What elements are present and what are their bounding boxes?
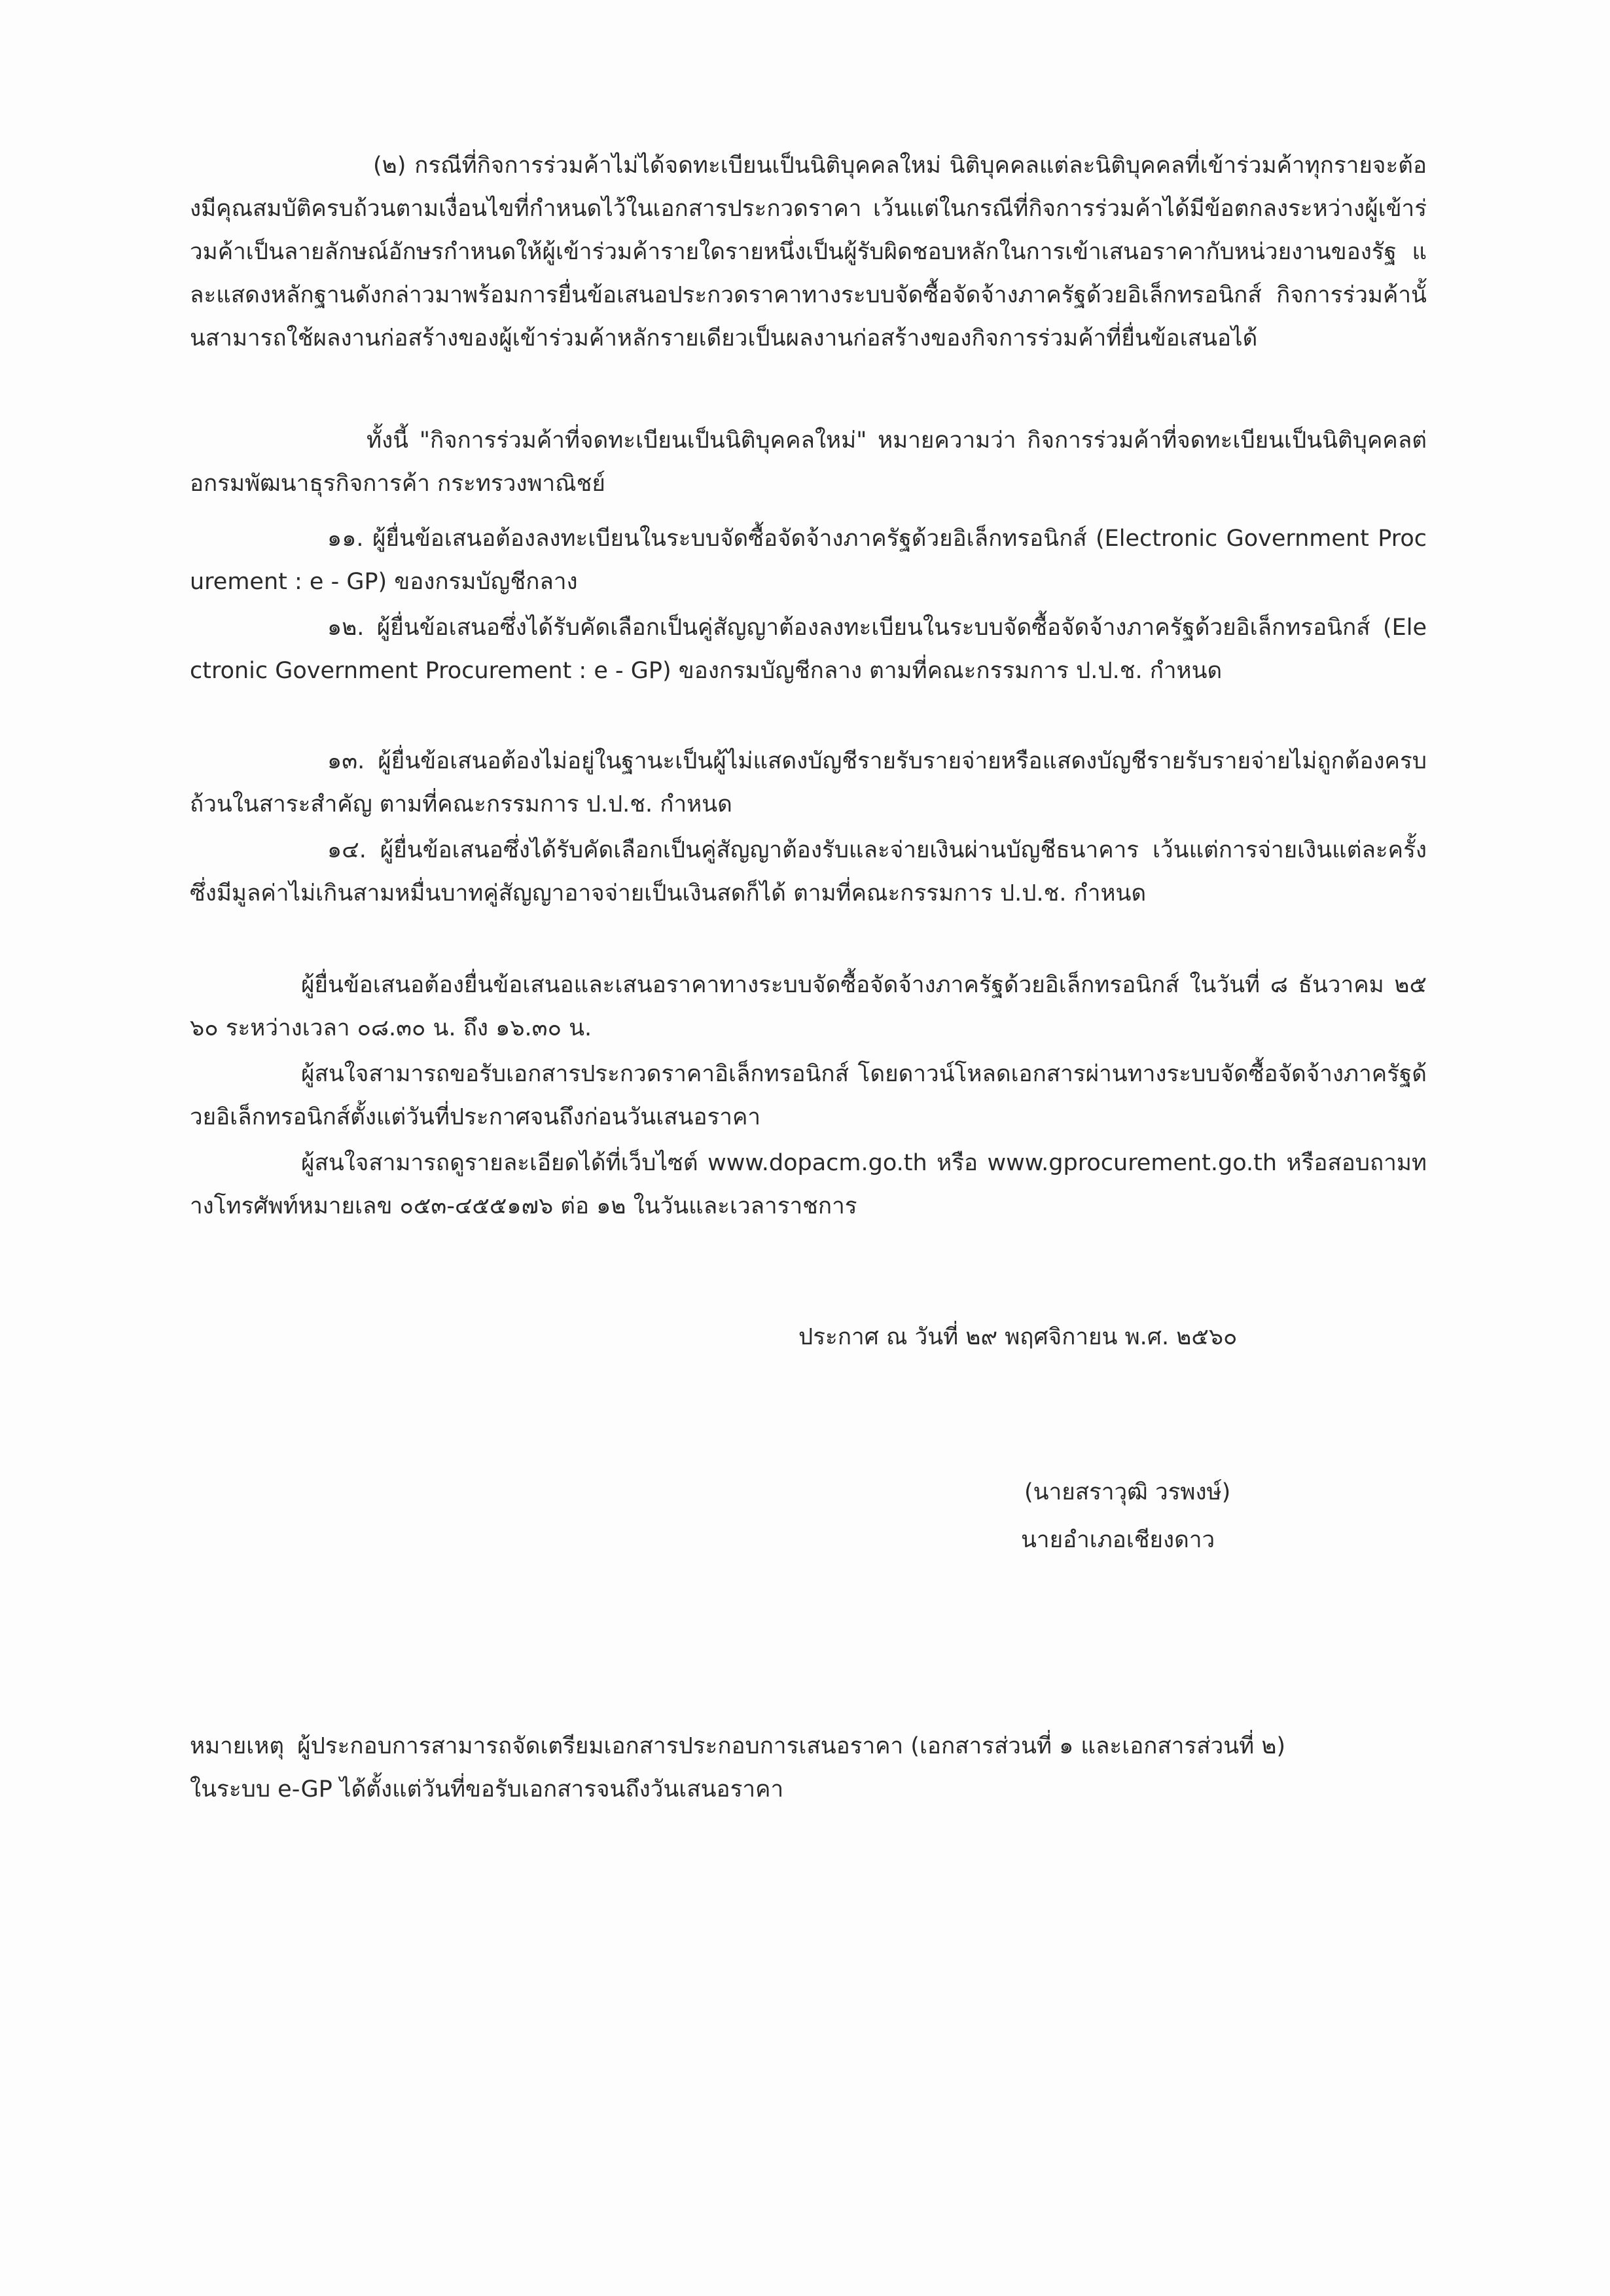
signer-name: (นายสราวุฒิ วรพงษ์) xyxy=(1024,1479,1231,1505)
paragraph-clause-13: ๑๓. ผู้ยื่นข้อเสนอต้องไม่อยู่ในฐานะเป็นผู้ไม่แสดงบัญชีรายรับรายจ่ายหรือแสดงบัญชีรายรับรายจ่ายไม่ถูกต้องครบถ้วนในสาระสำคัญ ตามที่คณะกรรมการ ป.ป.ช. กำหนด xyxy=(190,748,1427,817)
signer-position: นายอำเภอเชียงดาว xyxy=(1021,1527,1215,1553)
paragraph-submission-date: ผู้ยื่นข้อเสนอต้องยื่นข้อเสนอและเสนอราคาทางระบบจัดซื้อจัดจ้างภาครัฐด้วยอิเล็กทรอนิกส์ ในวันที่ ๘ ธันวาคม ๒๕๖๐ ระหว่างเวลา ๐๘.๓๐ น. ถึง ๑๖.๓๐ น. xyxy=(190,972,1427,1041)
paragraph-contact-info: ผู้สนใจสามารถดูรายละเอียดได้ที่เว็บไซต์ www.dopacm.go.th หรือ www.gprocurement.go.th หรือสอบถามทางโทรศัพท์หมายเลข ๐๕๓-๔๕๕๑๗๖ ต่อ ๑๒ ในวันและเวลาราชการ xyxy=(190,1150,1427,1219)
note-section xyxy=(190,1725,1427,1811)
note-line-1: ผู้ประกอบการสามารถจัดเตรียมเอกสารประกอบการเสนอราคา (เอกสารส่วนที่ ๑ และเอกสารส่วนที่ ๒) xyxy=(297,1733,1286,1759)
paragraph-clause-14: ๑๔. ผู้ยื่นข้อเสนอซึ่งได้รับคัดเลือกเป็นคู่สัญญาต้องรับและจ่ายเงินผ่านบัญชีธนาคาร เว้นแต่การจ่ายเงินแต่ละครั้งซึ่งมีมูลค่าไม่เกินสามหมื่นบาทคู่สัญญาอาจจ่ายเป็นเงินสดก็ได้ ตามที่คณะกรรมการ ป.ป.ช. กำหนด xyxy=(190,837,1427,906)
note-line-2: ในระบบ e-GP ได้ตั้งแต่วันที่ขอรับเอกสารจนถึงวันเสนอราคา xyxy=(190,1776,784,1803)
paragraph-clause-11: ๑๑. ผู้ยื่นข้อเสนอต้องลงทะเบียนในระบบจัดซื้อจัดจ้างภาครัฐด้วยอิเล็กทรอนิกส์ (Electronic Government Procurement : e - GP) ของกรมบัญชีกลาง xyxy=(190,526,1427,595)
paragraph-joint-venture-definition: ทั้งนี้ "กิจการร่วมค้าที่จดทะเบียนเป็นนิติบุคคลใหม่" หมายความว่า กิจการร่วมค้าที่จดทะเบียนเป็นนิติบุคคลต่อกรมพัฒนาธุรกิจการค้า กระทรวงพาณิชย์ xyxy=(190,427,1427,497)
paragraph-joint-venture-conditions: (๒) กรณีที่กิจการร่วมค้าไม่ได้จดทะเบียนเป็นนิติบุคคลใหม่ นิติบุคคลแต่ละนิติบุคคลที่เข้าร่วมค้าทุกรายจะต้องมีคุณสมบัติครบถ้วนตามเงื่อนไขที่กำหนดไว้ในเอกสารประกวดราคา เว้นแต่ในกรณีที่กิจการร่วมค้าได้มีข้อตกลงระหว่างผู้เข้าร่วมค้าเป็นลายลักษณ์อักษรกำหนดให้ผู้เข้าร่วมค้ารายใดรายหนึ่งเป็นผู้รับผิดชอบหลักในการเข้าเสนอราคากับหน่วยงานของรัฐ และแสดงหลักฐานดังกล่าวมาพร้อมการยื่นข้อเสนอประกวดราคาทางระบบจัดซื้อจัดจ้างภาครัฐด้วยอิเล็กทรอนิกส์ กิจการร่วมค้านั้นสามารถใช้ผลงานก่อสร้างของผู้เข้าร่วมค้าหลักรายเดียวเป็นผลงานก่อสร้างของกิจการร่วมค้าที่ยื่นข้อเสนอได้ xyxy=(190,152,1427,351)
paragraph-clause-12: ๑๒. ผู้ยื่นข้อเสนอซึ่งได้รับคัดเลือกเป็นคู่สัญญาต้องลงทะเบียนในระบบจัดซื้อจัดจ้างภาครัฐด้วยอิเล็กทรอนิกส์ (Electronic Government Procurement : e - GP) ของกรมบัญชีกลาง ตามที่คณะกรรมการ ป.ป.ช. กำหนด xyxy=(190,615,1427,684)
paragraph-document-download: ผู้สนใจสามารถขอรับเอกสารประกวดราคาอิเล็กทรอนิกส์ โดยดาวน์โหลดเอกสารผ่านทางระบบจัดซื้อจัดจ้างภาครัฐด้วยอิเล็กทรอนิกส์ตั้งแต่วันที่ประกาศจนถึงก่อนวันเสนอราคา xyxy=(190,1061,1427,1130)
note-label: หมายเหตุ xyxy=(190,1733,285,1759)
announcement-date: ประกาศ ณ วันที่ ๒๙ พฤศจิกายน พ.ศ. ๒๕๖๐ xyxy=(798,1324,1238,1350)
